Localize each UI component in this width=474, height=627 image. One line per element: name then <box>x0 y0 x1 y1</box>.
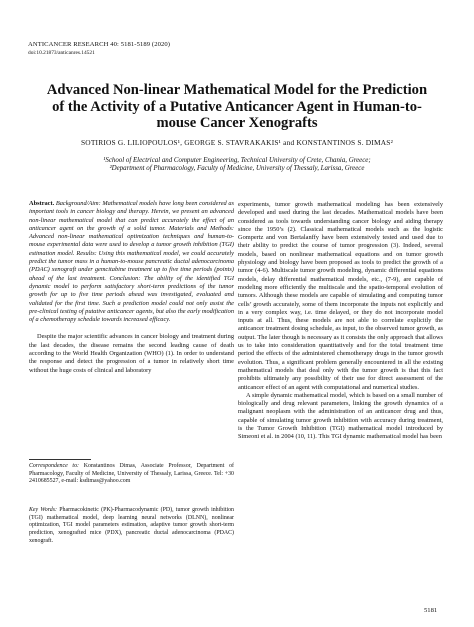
right-column <box>238 201 443 442</box>
affiliations <box>30 157 444 174</box>
abstract-text: Background/Aim: Mathematical models have long been considered as important tools in cancer biology and therapy. Herein, we present an advanced non-linear mathematical model that can predict accurately the effect of an anticancer agent on the growth of a solid tumor. Materials and Methods: Advanced non-linear mathematical optimization techniques and human-to-mouse experimental data were used to develop a tumor growth inhibition (TGI) estimation model. Results: Using this mathematical model, we could accurately predict the tumor mass in a human-to-mouse pancreatic ductal adenocarcinoma (PDAC) xenograft under gemcitabine treatment up to five time periods (points) ahead of the last treatment. Conclusion: The ability of the identified TGI dynamic model to perform satisfactory short-term predictions of the tumor growth for up to five time periods ahead was investigated, evaluated and validated for the first time. Such a prediction model could not only assist the pre-clinical testing of putative anticancer agents, but also the early modification of a chemotherapy schedule towards increased efficacy. <box>29 200 234 324</box>
keywords-label: Key Words: <box>29 507 57 513</box>
affiliation-1: ¹School of Electrical and Computer Engineering, Technical University of Crete, Chania, Greece; <box>103 157 371 164</box>
abstract-heading: Abstract. <box>29 200 55 207</box>
correspondence-note <box>29 463 234 486</box>
author-list: SOTIRIOS G. LILIOPOULOS¹, GEORGE S. STAVRAKAKIS¹ and KONSTANTINOS S. DIMAS² <box>80 138 394 147</box>
right-paragraph-1: experiments, tumor growth mathematical modeling has been extensively developed and used during the last decades. Mathematical models have been considered as tools towards understanding cancer biology and aiding therapy since the 1950’s (2). Classical mathematical models such as the logistic Gompertz and von Bertalanffy have been extensively tested and used due to their ability to predict the course of tumor progression (3). Indeed, several models, based on nonlinear mathematical equations and on tumor growth physiology and biology have been proposed as tools to predict the growth of a tumor (4-6). Multiscale tumor growth modeling, dynamic differential equations models, delay differential mathematical models, etc., (7-9), are capable of modeling more efficiently the multiscale and the spatio-temporal evolution of tumors. Although these models are capable of simulating and computing tumor cells’ growth accurately, some of them incorporate the inputs not explicitly and in a very complex way, i.e. time delayed, or they do not incorporate model inputs at all. Thus, these models are not able to correlate explicitly the anticancer treatment dosing schedule, as input, to the observed tumor growth, as output. The later though is necessary as it consists the only approach that allows us to take into consideration quantitatively and for the total treatment time period the effects of the administered chemotherapy drugs in the tumor growth evolution. Thus, a significant problem generally encountered in all the existing mathematical models that deal only with the tumor growth is that this fact prohibits ultimately any possibility of their use for direct assessment of the anticancer effect of an agent with computational and numerical studies. <box>238 201 443 391</box>
intro-paragraph: Despite the major scientific advances in cancer biology and treatment during the last decades, the disease remains the second leading cause of death according to the World Health Organization (WHO) (1). In order to understand the response and detect the progression of a tumor in relatively short time without the huge costs of clinical and laboratory <box>29 333 234 374</box>
abstract <box>29 200 234 324</box>
page-number: 5181 <box>424 607 438 614</box>
correspondence-label: Correspondence to: <box>29 463 79 469</box>
keywords-text: Pharmacokinetic (PK)-Pharmacodynamic (PD), tumor growth inhibition (TGI) mathematical model, deep learning neural networks (DLNN), nonlinear optimization, TGI model parameters estimation, adaptive tumor growth short-term prediction, xenografted mice (PDX), pancreatic ductal adenocarcinoma (PDAC) xenograft. <box>29 507 234 544</box>
doi-line: doi:10.21873/anticanres.14521 <box>28 50 95 56</box>
correspondence-text: Konstantinos Dimas, Associate Professor, Department of Pharmacology, Faculty of Medicine, University of Thessaly, Larissa, Greece. Tel: +30 2410685527, e-mail: ksdimas@yahoo.com <box>29 463 234 485</box>
paper-title: Advanced Non-linear Mathematical Model for the Prediction of the Activity of a Putative Anticancer Agent in Human-to-mouse Cancer Xenografts <box>46 82 428 132</box>
left-column <box>29 200 234 375</box>
right-paragraph-2: A simple dynamic mathematical model, which is based on a small number of biologically and drug relevant parameters, linking the growth dynamics of a malignant neoplasm with the administration of an anticancer drug and thus, capable of simulating tumor growth inhibition with accuracy during treatment, is the Tumor Growth Inhibition (TGI) mathematical model introduced by Simeoni et al. in 2004 (10, 11). This TGI dynamic mathematical model has been <box>238 391 443 441</box>
footnote-rule <box>29 459 91 460</box>
keywords-note <box>29 507 234 546</box>
affiliation-2: ²Department of Pharmacology, Faculty of Medicine, University of Thessaly, Larissa, Greece <box>109 165 365 173</box>
journal-header: ANTICANCER RESEARCH 40: 5181-5189 (2020) <box>28 41 171 48</box>
